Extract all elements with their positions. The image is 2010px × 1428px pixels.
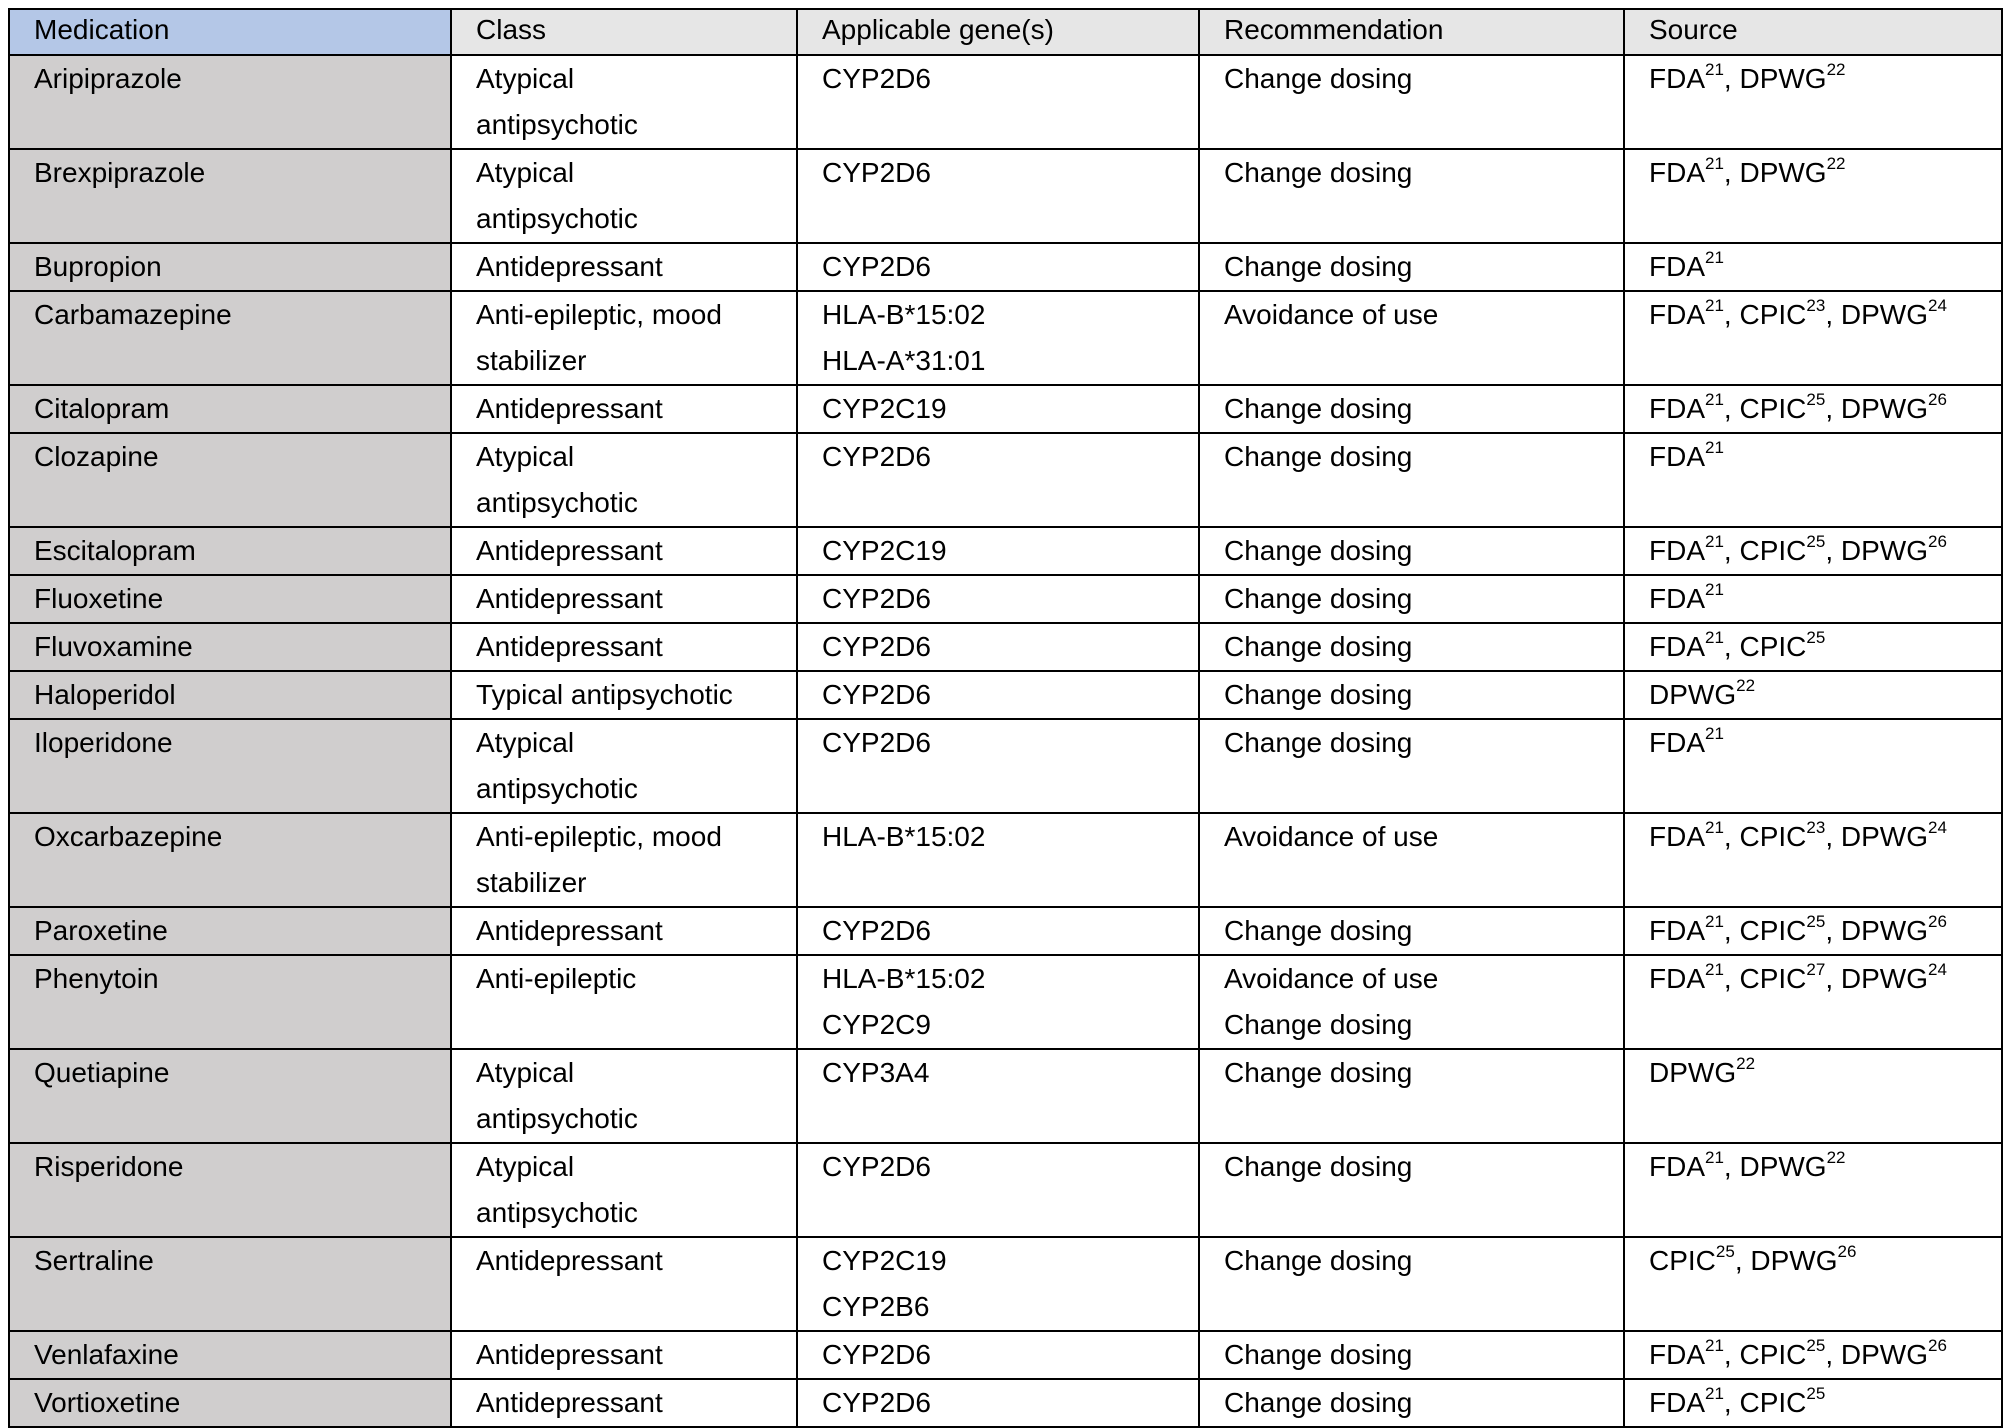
source-cell: FDA$^{21}$, DPWG$^{22}$ <box>1624 1143 2002 1237</box>
class-line: Antidepressant <box>476 1387 663 1418</box>
recommendation-line: Change dosing <box>1224 915 1413 946</box>
gene-line: CYP2D6 <box>822 915 931 946</box>
reference-number: 21 <box>1705 1383 1724 1403</box>
class-line: Antidepressant <box>476 915 663 946</box>
recommendation-cell <box>1199 55 1624 149</box>
class-cell <box>451 527 797 575</box>
medication-cell: Aripiprazole <box>9 55 451 149</box>
recommendation-cell <box>1199 907 1624 955</box>
recommendation-line: Change dosing <box>1224 631 1413 662</box>
reference-number: 21 <box>1705 959 1724 979</box>
gene-line: CYP2D6 <box>822 1151 931 1182</box>
class-line: Atypical <box>476 727 575 758</box>
recommendation-line: Change dosing <box>1224 583 1413 614</box>
source-cell: FDA$^{21}$, CPIC$^{25}$, DPWG$^{26}$ <box>1624 907 2002 955</box>
source-cell: FDA$^{21}$, CPIC$^{25}$ <box>1624 1379 2002 1427</box>
table-header-row <box>9 9 2002 55</box>
source-name: CPIC <box>1739 1387 1807 1418</box>
source-name: DPWG <box>1840 821 1928 852</box>
table-row <box>9 1331 2002 1379</box>
table-row <box>9 433 2002 527</box>
medication-cell: Phenytoin <box>9 955 451 1049</box>
class-line: Atypical <box>476 63 575 94</box>
gene-cell <box>797 243 1199 291</box>
class-cell <box>451 385 797 433</box>
gene-cell <box>797 719 1199 813</box>
source-name: CPIC <box>1739 1339 1807 1370</box>
class-cell <box>451 1331 797 1379</box>
class-cell <box>451 623 797 671</box>
gene-line: CYP2D6 <box>822 727 931 758</box>
source-cell: FDA$^{21}$, CPIC$^{25}$, DPWG$^{26}$ <box>1624 527 2002 575</box>
reference-number: 25 <box>1806 911 1826 931</box>
gene-cell <box>797 623 1199 671</box>
table-row <box>9 149 2002 243</box>
gene-cell <box>797 291 1199 385</box>
gene-line: CYP2D6 <box>822 1339 931 1370</box>
gene-line: CYP2C9 <box>822 1009 931 1040</box>
class-line: Antidepressant <box>476 393 663 424</box>
gene-line: CYP2D6 <box>822 441 931 472</box>
recommendation-line: Avoidance of use <box>1224 299 1439 330</box>
gene-line: CYP2D6 <box>822 631 931 662</box>
recommendation-cell <box>1199 955 1624 1049</box>
table-row <box>9 1049 2002 1143</box>
class-line: antipsychotic <box>476 1197 638 1228</box>
class-line: Antidepressant <box>476 535 663 566</box>
medication-cell: Bupropion <box>9 243 451 291</box>
class-line: Antidepressant <box>476 1245 663 1276</box>
source-cell <box>1624 719 2002 813</box>
source-cell <box>1624 575 2002 623</box>
table-row <box>9 813 2002 907</box>
reference-number: 23 <box>1806 295 1826 315</box>
class-line: antipsychotic <box>476 109 638 140</box>
source-name: DPWG <box>1739 157 1827 188</box>
reference-number: 27 <box>1806 959 1826 979</box>
recommendation-cell <box>1199 1379 1624 1427</box>
source-name: FDA <box>1649 727 1705 758</box>
source-name: DPWG <box>1739 1151 1827 1182</box>
class-line: antipsychotic <box>476 487 638 518</box>
gene-cell <box>797 433 1199 527</box>
reference-number: 22 <box>1826 1147 1846 1167</box>
class-cell <box>451 1049 797 1143</box>
recommendation-cell <box>1199 1049 1624 1143</box>
source-name: FDA <box>1649 821 1705 852</box>
class-cell <box>451 55 797 149</box>
table-row <box>9 907 2002 955</box>
class-line: stabilizer <box>476 345 587 376</box>
gene-cell <box>797 907 1199 955</box>
source-cell <box>1624 1049 2002 1143</box>
table-row <box>9 291 2002 385</box>
reference-number: 21 <box>1705 723 1724 743</box>
class-line: Antidepressant <box>476 631 663 662</box>
medication-cell: Vortioxetine <box>9 1379 451 1427</box>
reference-number: 22 <box>1826 153 1846 173</box>
source-cell: FDA$^{21}$, CPIC$^{23}$, DPWG$^{24}$ <box>1624 291 2002 385</box>
source-name: FDA <box>1649 963 1705 994</box>
recommendation-line: Change dosing <box>1224 1387 1413 1418</box>
recommendation-cell <box>1199 1331 1624 1379</box>
source-name: FDA <box>1649 1387 1705 1418</box>
recommendation-cell <box>1199 527 1624 575</box>
reference-number: 22 <box>1826 59 1846 79</box>
table-row <box>9 1379 2002 1427</box>
source-cell: FDA$^{21}$, CPIC$^{25}$ <box>1624 623 2002 671</box>
reference-number: 26 <box>1837 1241 1857 1261</box>
source-name: FDA <box>1649 915 1705 946</box>
gene-line: CYP2D6 <box>822 251 931 282</box>
class-line: Atypical <box>476 441 575 472</box>
source-name: DPWG <box>1649 679 1737 710</box>
table-row <box>9 243 2002 291</box>
table-row <box>9 1237 2002 1331</box>
recommendation-line: Change dosing <box>1224 679 1413 710</box>
recommendation-cell <box>1199 575 1624 623</box>
source-name: FDA <box>1649 1339 1705 1370</box>
gene-line: CYP2D6 <box>822 157 931 188</box>
recommendation-line: Change dosing <box>1224 1009 1413 1040</box>
reference-number: 24 <box>1927 817 1947 837</box>
medication-cell: Clozapine <box>9 433 451 527</box>
source-name: FDA <box>1649 299 1705 330</box>
reference-number: 22 <box>1736 675 1756 695</box>
source-cell: CPIC$^{25}$, DPWG$^{26}$ <box>1624 1237 2002 1331</box>
reference-number: 25 <box>1806 389 1826 409</box>
medication-cell: Sertraline <box>9 1237 451 1331</box>
source-name: DPWG <box>1840 1339 1928 1370</box>
recommendation-cell <box>1199 433 1624 527</box>
header-class: Class <box>451 9 797 55</box>
source-name: DPWG <box>1750 1245 1838 1276</box>
class-line: Atypical <box>476 157 575 188</box>
class-cell <box>451 1143 797 1237</box>
table-row <box>9 671 2002 719</box>
class-cell <box>451 719 797 813</box>
recommendation-line: Change dosing <box>1224 1151 1413 1182</box>
class-line: stabilizer <box>476 867 587 898</box>
reference-number: 21 <box>1705 153 1724 173</box>
class-cell <box>451 243 797 291</box>
source-cell <box>1624 243 2002 291</box>
class-line: Anti-epileptic, mood <box>476 299 722 330</box>
gene-cell <box>797 955 1199 1049</box>
class-cell <box>451 907 797 955</box>
class-line: Antidepressant <box>476 1339 663 1370</box>
class-line: Anti-epileptic <box>476 963 637 994</box>
reference-number: 25 <box>1806 531 1826 551</box>
gene-line: CYP3A4 <box>822 1057 930 1088</box>
recommendation-line: Change dosing <box>1224 441 1413 472</box>
gene-line: CYP2D6 <box>822 583 931 614</box>
medication-cell: Fluoxetine <box>9 575 451 623</box>
recommendation-line: Change dosing <box>1224 1339 1413 1370</box>
recommendation-line: Change dosing <box>1224 251 1413 282</box>
source-name: FDA <box>1649 535 1705 566</box>
gene-line: CYP2C19 <box>822 1245 947 1276</box>
gene-cell <box>797 671 1199 719</box>
gene-cell <box>797 1143 1199 1237</box>
medication-cell: Fluvoxamine <box>9 623 451 671</box>
reference-number: 26 <box>1927 911 1947 931</box>
class-cell <box>451 1379 797 1427</box>
source-name: CPIC <box>1739 535 1807 566</box>
table-row <box>9 385 2002 433</box>
recommendation-line: Change dosing <box>1224 535 1413 566</box>
source-name: DPWG <box>1649 1057 1737 1088</box>
recommendation-line: Change dosing <box>1224 63 1413 94</box>
table-body <box>9 55 2002 1427</box>
gene-line: CYP2C19 <box>822 393 947 424</box>
header-genes: Applicable gene(s) <box>797 9 1199 55</box>
reference-number: 26 <box>1927 1335 1947 1355</box>
gene-cell <box>797 1331 1199 1379</box>
recommendation-cell <box>1199 243 1624 291</box>
gene-line: CYP2D6 <box>822 679 931 710</box>
gene-line: HLA-B*15:02 <box>822 963 986 994</box>
table-row <box>9 527 2002 575</box>
reference-number: 25 <box>1806 627 1826 647</box>
table-row <box>9 575 2002 623</box>
gene-cell <box>797 575 1199 623</box>
reference-number: 21 <box>1705 1335 1724 1355</box>
source-cell: FDA$^{21}$, CPIC$^{25}$, DPWG$^{26}$ <box>1624 1331 2002 1379</box>
recommendation-cell <box>1199 385 1624 433</box>
recommendation-line: Change dosing <box>1224 1057 1413 1088</box>
class-cell <box>451 813 797 907</box>
source-name: FDA <box>1649 393 1705 424</box>
medication-cell: Quetiapine <box>9 1049 451 1143</box>
reference-number: 25 <box>1806 1383 1826 1403</box>
class-cell <box>451 149 797 243</box>
recommendation-cell <box>1199 623 1624 671</box>
header-medication: Medication <box>9 9 451 55</box>
class-line: antipsychotic <box>476 773 638 804</box>
recommendation-line: Avoidance of use <box>1224 821 1439 852</box>
reference-number: 25 <box>1715 1241 1735 1261</box>
reference-number: 24 <box>1927 959 1947 979</box>
reference-number: 21 <box>1705 247 1724 267</box>
source-name: FDA <box>1649 157 1705 188</box>
source-cell: FDA$^{21}$, CPIC$^{25}$, DPWG$^{26}$ <box>1624 385 2002 433</box>
medication-cell: Escitalopram <box>9 527 451 575</box>
reference-number: 21 <box>1705 389 1724 409</box>
reference-number: 21 <box>1705 59 1724 79</box>
source-name: CPIC <box>1649 1245 1716 1276</box>
source-name: FDA <box>1649 441 1705 472</box>
medication-cell: Iloperidone <box>9 719 451 813</box>
class-cell <box>451 671 797 719</box>
header-recommendation: Recommendation <box>1199 9 1624 55</box>
source-name: FDA <box>1649 583 1705 614</box>
source-name: DPWG <box>1840 535 1928 566</box>
gene-line: HLA-B*15:02 <box>822 299 986 330</box>
source-cell: FDA$^{21}$, DPWG$^{22}$ <box>1624 55 2002 149</box>
class-cell <box>451 291 797 385</box>
source-cell: FDA$^{21}$, CPIC$^{27}$, DPWG$^{24}$ <box>1624 955 2002 1049</box>
reference-number: 21 <box>1705 295 1724 315</box>
recommendation-line: Change dosing <box>1224 1245 1413 1276</box>
recommendation-line: Avoidance of use <box>1224 963 1439 994</box>
class-line: antipsychotic <box>476 203 638 234</box>
gene-line: CYP2D6 <box>822 63 931 94</box>
table-row <box>9 55 2002 149</box>
source-name: CPIC <box>1739 963 1807 994</box>
class-line: Antidepressant <box>476 583 663 614</box>
gene-cell <box>797 1049 1199 1143</box>
source-name: CPIC <box>1739 915 1807 946</box>
source-name: CPIC <box>1739 299 1807 330</box>
recommendation-cell <box>1199 291 1624 385</box>
class-line: Atypical <box>476 1151 575 1182</box>
source-name: DPWG <box>1739 63 1827 94</box>
header-source: Source <box>1624 9 2002 55</box>
medication-cell: Oxcarbazepine <box>9 813 451 907</box>
gene-line: CYP2D6 <box>822 1387 931 1418</box>
reference-number: 23 <box>1806 817 1826 837</box>
medication-cell: Paroxetine <box>9 907 451 955</box>
class-cell <box>451 433 797 527</box>
medication-cell: Venlafaxine <box>9 1331 451 1379</box>
recommendation-cell <box>1199 671 1624 719</box>
class-line: antipsychotic <box>476 1103 638 1134</box>
reference-number: 26 <box>1927 531 1947 551</box>
medication-cell: Citalopram <box>9 385 451 433</box>
recommendation-line: Change dosing <box>1224 727 1413 758</box>
table-row <box>9 1143 2002 1237</box>
gene-cell <box>797 813 1199 907</box>
reference-number: 22 <box>1736 1053 1756 1073</box>
reference-number: 21 <box>1705 1147 1724 1167</box>
medication-table <box>8 8 2003 1428</box>
recommendation-cell <box>1199 813 1624 907</box>
source-name: CPIC <box>1739 631 1807 662</box>
source-name: DPWG <box>1840 299 1928 330</box>
source-name: DPWG <box>1840 963 1928 994</box>
reference-number: 21 <box>1705 579 1724 599</box>
medication-cell: Carbamazepine <box>9 291 451 385</box>
gene-cell <box>797 1237 1199 1331</box>
class-line: Atypical <box>476 1057 575 1088</box>
class-line: Antidepressant <box>476 251 663 282</box>
source-name: DPWG <box>1840 393 1928 424</box>
source-name: FDA <box>1649 251 1705 282</box>
class-cell <box>451 1237 797 1331</box>
medication-cell: Risperidone <box>9 1143 451 1237</box>
source-name: FDA <box>1649 631 1705 662</box>
reference-number: 21 <box>1705 531 1724 551</box>
class-line: Typical antipsychotic <box>476 679 733 710</box>
source-cell: FDA$^{21}$, DPWG$^{22}$ <box>1624 149 2002 243</box>
gene-cell <box>797 527 1199 575</box>
gene-cell <box>797 149 1199 243</box>
reference-number: 25 <box>1806 1335 1826 1355</box>
source-name: FDA <box>1649 63 1705 94</box>
reference-number: 21 <box>1705 911 1724 931</box>
gene-cell <box>797 55 1199 149</box>
reference-number: 21 <box>1705 817 1724 837</box>
table-row <box>9 623 2002 671</box>
gene-cell <box>797 385 1199 433</box>
table-row <box>9 955 2002 1049</box>
source-cell: FDA$^{21}$, CPIC$^{23}$, DPWG$^{24}$ <box>1624 813 2002 907</box>
source-name: FDA <box>1649 1151 1705 1182</box>
source-name: CPIC <box>1739 393 1807 424</box>
recommendation-cell <box>1199 149 1624 243</box>
gene-line: HLA-B*15:02 <box>822 821 986 852</box>
recommendation-cell <box>1199 1143 1624 1237</box>
reference-number: 21 <box>1705 627 1724 647</box>
reference-number: 26 <box>1927 389 1947 409</box>
recommendation-cell <box>1199 1237 1624 1331</box>
table-row <box>9 719 2002 813</box>
gene-cell <box>797 1379 1199 1427</box>
gene-line: CYP2B6 <box>822 1291 930 1322</box>
reference-number: 21 <box>1705 437 1724 457</box>
gene-line: CYP2C19 <box>822 535 947 566</box>
class-cell <box>451 955 797 1049</box>
gene-line: HLA-A*31:01 <box>822 345 986 376</box>
medication-cell: Haloperidol <box>9 671 451 719</box>
reference-number: 24 <box>1927 295 1947 315</box>
class-cell <box>451 575 797 623</box>
source-cell <box>1624 433 2002 527</box>
medication-cell: Brexpiprazole <box>9 149 451 243</box>
class-line: Anti-epileptic, mood <box>476 821 722 852</box>
source-cell <box>1624 671 2002 719</box>
source-name: DPWG <box>1840 915 1928 946</box>
recommendation-line: Change dosing <box>1224 393 1413 424</box>
recommendation-cell <box>1199 719 1624 813</box>
source-name: CPIC <box>1739 821 1807 852</box>
recommendation-line: Change dosing <box>1224 157 1413 188</box>
